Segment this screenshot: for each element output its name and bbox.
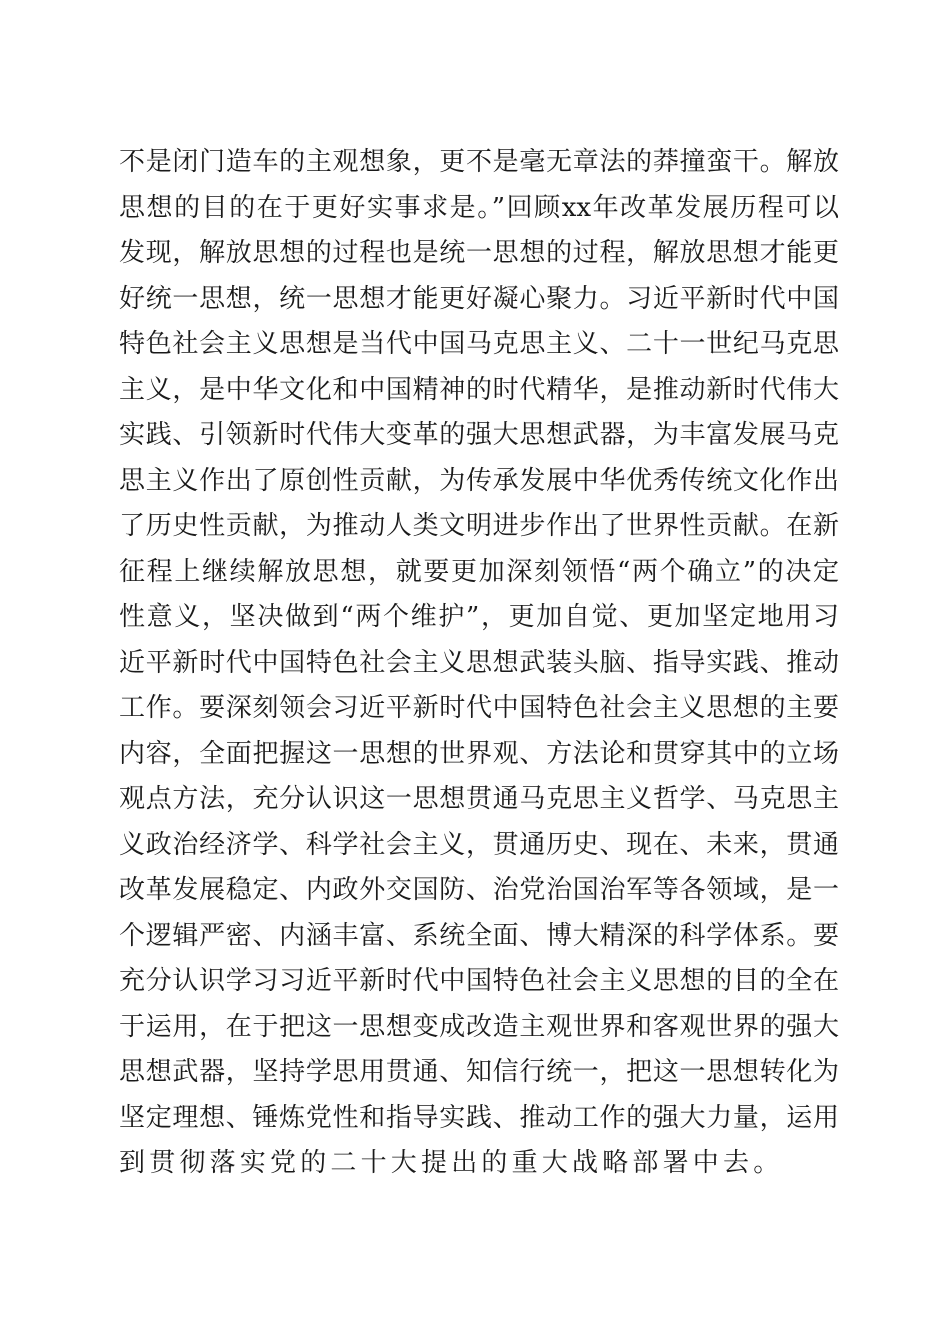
- body-paragraph: [119, 140, 839, 1187]
- text-line: 改革发展稳定、内政外交国防、治党治国治军等各领域，是一: [119, 875, 839, 905]
- text-line: 不是闭门造车的主观想象，更不是毫无章法的莽撞蛮干。解放: [119, 147, 839, 177]
- text-line: 思主义作出了原创性贡献，为传承发展中华优秀传统文化作出: [119, 465, 839, 496]
- text-line: 性意义，坚决做到“两个维护”，更加自觉、更加坚定地用习: [119, 602, 839, 632]
- text-line: 了历史性贡献，为推动人类文明进步作出了世界性贡献。在新: [119, 511, 839, 541]
- text-line: 主义，是中华文化和中国精神的时代精华，是推动新时代伟大: [119, 374, 839, 405]
- text-line: 坚定理想、锤炼党性和指导实践、推动工作的强大力量，运用: [119, 1102, 839, 1133]
- text-line: 实践、引领新时代伟大变革的强大思想武器，为丰富发展马克: [119, 420, 839, 450]
- text-line: 观点方法，充分认识这一思想贯通马克思主义哲学、马克思主: [119, 784, 839, 814]
- text-line: 征程上继续解放思想，就要更加深刻领悟“两个确立”的决定: [119, 556, 839, 587]
- text-line: 思想的目的在于更好实事求是。”回顾xx年改革发展历程可以: [119, 192, 839, 223]
- text-line: 好统一思想，统一思想才能更好凝心聚力。习近平新时代中国: [119, 283, 839, 314]
- text-line: 思想武器，坚持学思用贯通、知信行统一，把这一思想转化为: [119, 1057, 839, 1087]
- text-line: 义政治经济学、科学社会主义，贯通历史、现在、未来，贯通: [119, 829, 839, 860]
- text-line: 特色社会主义思想是当代中国马克思主义、二十一世纪马克思: [119, 329, 839, 359]
- text-line: 充分认识学习习近平新时代中国特色社会主义思想的目的全在: [119, 966, 839, 996]
- text-line: 发现，解放思想的过程也是统一思想的过程，解放思想才能更: [119, 238, 839, 268]
- text-line: 个逻辑严密、内涵丰富、系统全面、博大精深的科学体系。要: [119, 920, 839, 951]
- text-line: 到贯彻落实党的二十大提出的重大战略部署中去。: [119, 1148, 784, 1178]
- text-line: 内容，全面把握这一思想的世界观、方法论和贯穿其中的立场: [119, 738, 839, 769]
- text-line: 工作。要深刻领会习近平新时代中国特色社会主义思想的主要: [119, 693, 839, 723]
- text-line: 于运用，在于把这一思想变成改造主观世界和客观世界的强大: [119, 1011, 839, 1042]
- text-line: 近平新时代中国特色社会主义思想武装头脑、指导实践、推动: [119, 647, 839, 678]
